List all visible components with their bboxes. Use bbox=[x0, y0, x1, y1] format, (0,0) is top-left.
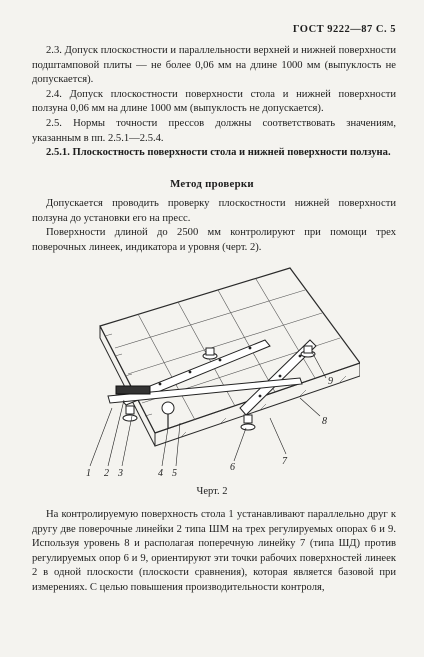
callout-3: 3 bbox=[118, 468, 123, 479]
mid-text-block bbox=[32, 197, 396, 255]
figure-drawing bbox=[60, 258, 360, 480]
callout-9: 9 bbox=[328, 376, 333, 387]
paragraph-method-2: Поверхности длиной до 2500 мм контролируют при помощи трех поверочных линеек, индикатора и уровня (черт. 2). bbox=[32, 227, 396, 253]
paragraph-2-4: 2.4. Допуск плоскостности поверхности стола и нижней поверхности ползуна 0,06 мм на длине 1000 мм (выпуклость не допускается). bbox=[32, 88, 396, 115]
callout-4: 4 bbox=[158, 468, 163, 479]
figure-caption: Черт. 2 bbox=[196, 486, 228, 497]
paragraph-procedure: На контролируемую поверхность стола 1 устанавливают параллельно друг к другу две поверочные линейки 2 типа ШМ на трех регулируемых опорах 6 и 9. Используя уровень 8 и располагая поперечную линейку 7 (типа ШД) против регулируемых опор 6 и 9, ориентируют эти точки рабочих поверхностей линеек 2 в одной плоскости (плоскости сравнения), которая является базовой при измерениях. С целью повышения производительности контроля, bbox=[32, 509, 396, 593]
callout-6: 6 bbox=[230, 462, 235, 473]
paragraph-2-5-1: 2.5.1. Плоскостность поверхности стола и нижней поверхности ползуна. bbox=[46, 147, 391, 159]
page-header: ГОСТ 9222—87 С. 5 bbox=[292, 24, 396, 35]
bottom-text-block bbox=[32, 508, 396, 596]
callout-7: 7 bbox=[282, 456, 287, 467]
paragraph-2-5: 2.5. Нормы точности прессов должны соответствовать значениям, указанным в пп. 2.5.1—2.5.4. bbox=[32, 117, 396, 144]
paragraph-2-3: 2.3. Допуск плоскостности и параллельности верхней и нижней поверхности подштамповой плиты — не более 0,06 мм на длине 1000 мм (выпуклость не допускается). bbox=[32, 45, 396, 86]
measurement-setup-illustration bbox=[60, 258, 360, 480]
callout-1: 1 bbox=[86, 468, 91, 479]
callout-5: 5 bbox=[172, 468, 177, 479]
callout-2: 2 bbox=[104, 468, 109, 479]
callout-8: 8 bbox=[322, 416, 327, 427]
section-title: Метод проверки bbox=[170, 178, 254, 190]
paragraph-method-1: Допускается проводить проверку плоскостности нижней поверхности ползуна до установки его на пресс. bbox=[32, 198, 396, 224]
top-text-block bbox=[32, 44, 396, 161]
